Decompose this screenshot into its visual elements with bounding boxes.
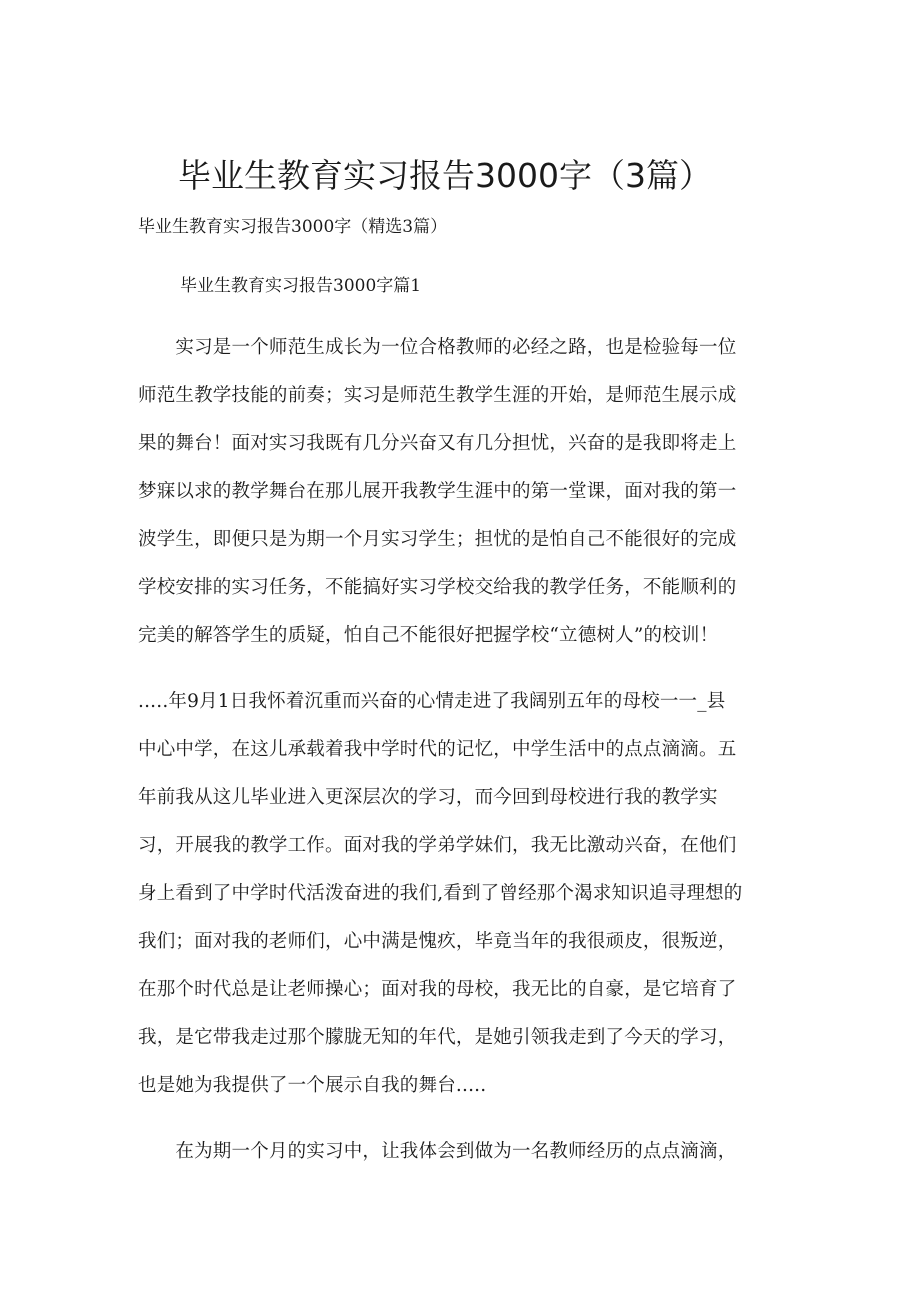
paragraph-line: 我们；面对我的老师们，心中满是愧疚，毕竟当年的我很顽皮，很叛逆，: [138, 931, 737, 952]
document-subtitle: 毕业生教育实习报告3000字（精选3篇）: [138, 217, 448, 237]
paragraph-line: 实习是一个师范生成长为一位合格教师的必经之路，也是检验每一位: [138, 337, 737, 358]
paragraph-line: 学校安排的实习任务，不能搞好实习学校交给我的教学任务，不能顺利的: [138, 577, 737, 598]
paragraph-line: 波学生，即便只是为期一个月实习学生；担忧的是怕自己不能很好的完成: [138, 529, 737, 550]
document-title: 毕业生教育实习报告3000字（3篇）: [178, 156, 712, 195]
paragraph-line: 也是她为我提供了一个展示自我的舞台.....: [138, 1075, 487, 1096]
paragraph-line: 梦寐以求的教学舞台在那儿展开我教学生涯中的第一堂课，面对我的第一: [138, 481, 737, 502]
paragraph-line: 在为期一个月的实习中，让我体会到做为一名教师经历的点点滴滴，: [138, 1141, 737, 1162]
paragraph-line: 中心中学，在这儿承载着我中学时代的记忆，中学生活中的点点滴滴。五: [138, 739, 737, 760]
section-heading: 毕业生教育实习报告3000字篇1: [180, 276, 422, 296]
paragraph-line: 在那个时代总是让老师操心；面对我的母校，我无比的自豪，是它培育了: [138, 979, 737, 1000]
paragraph-line: .....年9月1日我怀着沉重而兴奋的心情走进了我阔别五年的母校一一_县: [138, 691, 726, 712]
paragraph-line: 师范生教学技能的前奏；实习是师范生教学生涯的开始，是师范生展示成: [138, 385, 737, 406]
paragraph-line: 习，开展我的教学工作。面对我的学弟学妹们，我无比激动兴奋，在他们: [138, 835, 737, 856]
paragraph-line: 我，是它带我走过那个朦胧无知的年代，是她引领我走到了今天的学习，: [138, 1027, 737, 1048]
paragraph-line: 完美的解答学生的质疑，怕自己不能很好把握学校“立德树人”的校训！: [138, 625, 719, 646]
paragraph-line: 年前我从这儿毕业进入更深层次的学习，而今回到母校进行我的教学实: [138, 787, 718, 808]
paragraph-line: 果的舞台！面对实习我既有几分兴奋又有几分担忧，兴奋的是我即将走上: [138, 433, 737, 454]
paragraph-line: 身上看到了中学时代活泼奋进的我们,看到了曾经那个渴求知识追寻理想的: [138, 883, 743, 904]
